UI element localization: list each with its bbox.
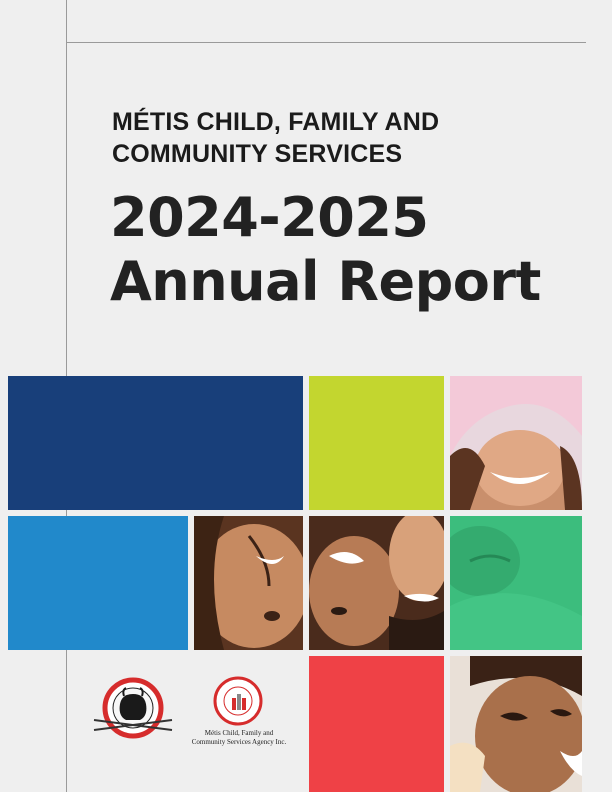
- report-name: Annual Report: [110, 250, 541, 313]
- child-photo-tile-2: [194, 516, 303, 650]
- metis-nation-seal-icon: [92, 676, 174, 740]
- child-photo-tile-4: [450, 656, 582, 792]
- navy-tile: [8, 376, 303, 510]
- red-tile: [309, 656, 444, 792]
- lime-tile: [309, 376, 444, 510]
- cfcn-seal-icon: [213, 676, 263, 726]
- organization-name: [112, 106, 572, 170]
- organization-name-line-1: MÉTIS CHILD, FAMILY AND: [112, 108, 440, 136]
- agency-name-line-1: Métis Child, Family and: [204, 729, 274, 737]
- child-photo-tile-1: [450, 376, 582, 510]
- report-title: [110, 186, 590, 314]
- agency-name: [178, 729, 300, 747]
- child-photo-tile-3: [309, 516, 444, 650]
- agency-name-line-2: Community Services Agency Inc.: [191, 738, 287, 746]
- report-year: 2024-2025: [110, 186, 429, 249]
- sky-blue-tile: [8, 516, 188, 650]
- organization-name-line-2: COMMUNITY SERVICES: [112, 140, 403, 168]
- top-rule: [66, 42, 586, 43]
- green-photo-tile: [450, 516, 582, 650]
